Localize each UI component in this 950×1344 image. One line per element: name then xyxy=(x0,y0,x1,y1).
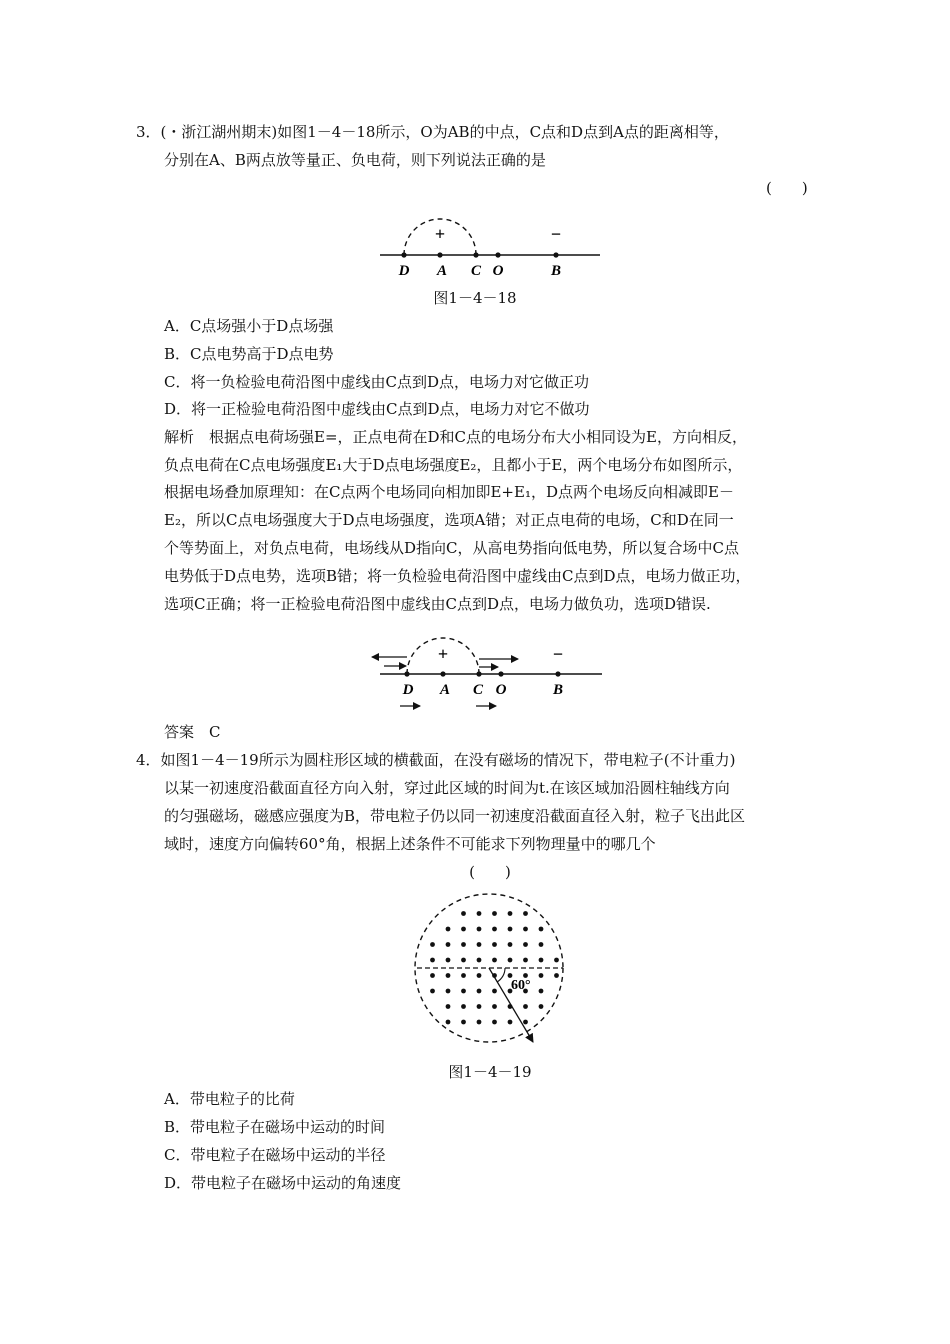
q4-stem-line-1: 4．如图1－4－19所示为圆柱形区域的横截面，在没有磁场的情况下，带电粒子(不计重力) xyxy=(136,751,736,769)
field-dot xyxy=(430,958,435,963)
q3-analysis-line-7: 选项C正确；将一正检验电荷沿图中虚线由C点到D点，电场力做负功，选项D错误. xyxy=(164,595,711,613)
q4-figure-caption: 图1－4－19 xyxy=(448,1063,532,1081)
field-dot xyxy=(508,958,513,963)
field-dot xyxy=(461,1004,466,1009)
label-b: B xyxy=(552,682,564,698)
field-dot xyxy=(523,927,528,932)
field-dot xyxy=(508,911,513,916)
field-dot xyxy=(477,958,482,963)
field-dot xyxy=(539,927,544,932)
point-a xyxy=(440,671,445,676)
field-dot xyxy=(554,973,559,978)
angle-arc xyxy=(497,968,505,982)
field-dot xyxy=(430,973,435,978)
q4-option-a: A．带电粒子的比荷 xyxy=(164,1090,295,1108)
angle-label: 60° xyxy=(511,978,531,993)
field-dot xyxy=(430,942,435,947)
field-dot xyxy=(492,927,497,932)
field-dot xyxy=(539,1004,544,1009)
q3-analysis-figure xyxy=(360,622,620,714)
field-dot xyxy=(554,958,559,963)
minus-sign: − xyxy=(552,644,564,664)
field-dot xyxy=(446,1020,451,1025)
field-dot xyxy=(492,989,497,994)
point-b xyxy=(555,671,560,676)
q3-option-a: A．C点场强小于D点场强 xyxy=(164,317,334,335)
field-dot xyxy=(492,942,497,947)
field-dot xyxy=(523,1004,528,1009)
field-dot xyxy=(523,958,528,963)
field-dot xyxy=(461,1020,466,1025)
field-dot xyxy=(539,973,544,978)
q3-analysis-line-3: 根据电场叠加原理知：在C点两个电场同向相加即E+E₁，D点两个电场反向相减即E－ xyxy=(164,483,734,501)
label-c: C xyxy=(472,682,484,698)
field-dot xyxy=(508,927,513,932)
label-a: A xyxy=(436,263,448,279)
q3-stem-line-2: 分别在A、B两点放等量正、负电荷，则下列说法正确的是 xyxy=(164,151,546,169)
plus-sign: + xyxy=(434,224,446,244)
field-dot xyxy=(492,1004,497,1009)
field-dot xyxy=(477,927,482,932)
q4-stem-line-2: 以某一初速度沿截面直径方向入射，穿过此区域的时间为t.在该区域加沿圆柱轴线方向 xyxy=(164,779,730,797)
point-d xyxy=(401,252,406,257)
field-dot xyxy=(461,927,466,932)
q3-analysis-line-5: 个等势面上，对负点电荷，电场线从D指向C，从高电势指向低电势，所以复合场中C点 xyxy=(164,539,739,557)
label-d: D xyxy=(398,263,410,279)
field-dot xyxy=(446,958,451,963)
field-dot xyxy=(446,1004,451,1009)
q4-answer-blank: ( ) xyxy=(469,863,511,881)
field-dot xyxy=(446,989,451,994)
point-o xyxy=(495,252,500,257)
q3-option-c: C．将一负检验电荷沿图中虚线由C点到D点，电场力对它做正功 xyxy=(164,373,589,391)
field-dot xyxy=(446,942,451,947)
field-dot xyxy=(477,989,482,994)
q3-stem-line-1: 3．(・浙江湖州期末)如图1－4－18所示，O为AB的中点，C点和D点到A点的距离相等， xyxy=(136,123,729,141)
point-c xyxy=(476,671,481,676)
field-dot xyxy=(523,911,528,916)
field-dot xyxy=(492,958,497,963)
q4-stem-line-4: 域时，速度方向偏转60°角，根据上述条件不可能求下列物理量中的哪几个 xyxy=(164,835,656,853)
q4-figure-magnetic-region xyxy=(405,860,575,1060)
q3-answer: 答案 C xyxy=(164,723,221,741)
q3-analysis-line-1: 解析 根据点电荷场强E=，正点电荷在D和C点的电场分布大小相同设为E，方向相反， xyxy=(164,428,747,446)
field-dot xyxy=(461,973,466,978)
minus-sign: − xyxy=(550,224,562,244)
label-a: A xyxy=(439,682,451,698)
field-dot xyxy=(461,989,466,994)
label-o: O xyxy=(495,682,507,698)
q3-figure-caption: 图1－4－18 xyxy=(433,289,517,307)
field-dot xyxy=(523,942,528,947)
q4-option-b: B．带电粒子在磁场中运动的时间 xyxy=(164,1118,386,1136)
q3-option-b: B．C点电势高于D点电势 xyxy=(164,345,334,363)
field-dot xyxy=(539,942,544,947)
field-dot xyxy=(523,1020,528,1025)
field-dot xyxy=(477,911,482,916)
q3-answer-blank: ( ) xyxy=(766,179,808,197)
q3-option-d: D．将一正检验电荷沿图中虚线由C点到D点，电场力对它不做功 xyxy=(164,400,590,418)
q3-analysis-line-2: 负点电荷在C点电场强度E₁大于D点电场强度E₂，且都小于E，两个电场分布如图所示， xyxy=(164,456,743,474)
field-dot xyxy=(461,958,466,963)
q3-figure-charges xyxy=(370,200,610,282)
label-d: D xyxy=(402,682,414,698)
field-dot xyxy=(539,989,544,994)
field-dot xyxy=(492,1020,497,1025)
field-dot xyxy=(446,973,451,978)
field-dot xyxy=(477,1004,482,1009)
q3-analysis-line-4: E₂，所以C点电场强度大于D点电场强度，选项A错；对正点电荷的电场，C和D在同一 xyxy=(164,511,734,529)
point-d xyxy=(404,671,409,676)
field-dot xyxy=(446,927,451,932)
point-b xyxy=(553,252,558,257)
field-dot xyxy=(539,958,544,963)
plus-sign: + xyxy=(437,644,449,664)
field-dot xyxy=(477,1020,482,1025)
label-c: C xyxy=(470,263,482,279)
field-dot xyxy=(461,942,466,947)
label-o: O xyxy=(492,263,504,279)
field-dot xyxy=(430,989,435,994)
point-o xyxy=(498,671,503,676)
field-dot xyxy=(477,942,482,947)
field-dot xyxy=(508,1020,513,1025)
q4-stem-line-3: 的匀强磁场，磁感应强度为B，带电粒子仍以同一初速度沿截面直径入射，粒子飞出此区 xyxy=(164,807,746,825)
label-b: B xyxy=(550,263,562,279)
point-a xyxy=(437,252,442,257)
point-c xyxy=(473,252,478,257)
field-dot xyxy=(508,942,513,947)
field-dot xyxy=(492,911,497,916)
q4-option-c: C．带电粒子在磁场中运动的半径 xyxy=(164,1146,386,1164)
q3-analysis-line-6: 电势低于D点电势，选项B错；将一负检验电荷沿图中虚线由C点到D点，电场力做正功， xyxy=(164,567,751,585)
field-dot xyxy=(477,973,482,978)
q4-option-d: D．带电粒子在磁场中运动的角速度 xyxy=(164,1174,402,1192)
field-dot xyxy=(461,911,466,916)
